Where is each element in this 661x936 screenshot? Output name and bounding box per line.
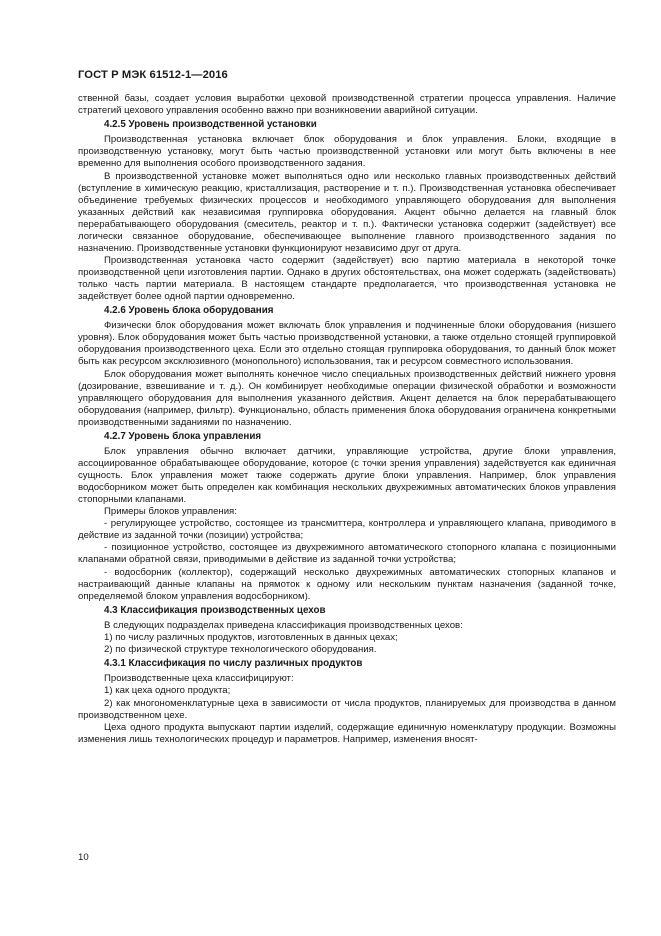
list-item: - позиционное устройство, состоящее из двухрежимного автоматического стопорного клапана с позиционными клапанами обратной связи, приводимыми в действие из заданной точки устройства; [78,542,616,566]
paragraph: Блок управления обычно включает датчики, управляющие устройства, другие блоки управления, ассоциированное обрабатывающее оборудование, которое (с точки зрения управления) задействуется как единичная сущность. Блок управления может также содержать другие блоки управления. Например, блок управления водосборником может быть определен как комбинация нескольких двухрежимных автоматических блоков управления стопорными клапанами. [78,446,616,506]
paragraph: Физически блок оборудования может включать блок управления и подчиненные блоки оборудования (низшего уровня). Блок оборудования может быть частью производственной установки, а также отдельно стоящей группировкой оборудования производственного цеха. Если это отдельно стоящая группировка оборудования, то данный блок может быть как ресурсом эксклюзивного (монопольного) использования, так и ресурсом совместного использования. [78,320,616,368]
document-header: ГОСТ Р МЭК 61512-1—2016 [78,69,228,81]
paragraph: Производственная установка часто содержит (задействует) всю партию материала в некоторой точке производственной цепи изготовления партии. Однако в других обстоятельствах, она может содержать (задействовать) только часть партии материала. В настоящем стандарте предполагается, что производственная установка не задействует более одной партии одновременно. [78,254,616,302]
section-heading: 4.2.5 Уровень производственной установки [104,119,317,131]
list-item: - регулирующее устройство, состоящее из трансмиттера, контроллера и управляющего клапана, приводимого в действие из заданной точки (позиции) устройства; [78,518,616,542]
list-item: - водосборник (коллектор), содержащий несколько двухрежимных автоматических стопорных клапанов и настраивающий данные клапаны на прямоток к одному или нескольким пунктам назначения (заданной точке, определяемой блоком управления водосборником). [78,566,616,602]
paragraph: Примеры блоков управления: [104,506,237,518]
section-heading: 4.3.1 Классификация по числу различных продуктов [104,658,363,670]
page-number: 10 [78,852,89,863]
paragraph: Производственная установка включает блок оборудования и блок управления. Блоки, входящие в производственную установку, могут быть частью производственной установки или могут быть включены в нее временно для выполнения особого производственного задания. [78,134,616,170]
list-item: 2) по физической структуре технологического оборудования. [104,644,377,656]
section-heading: 4.2.6 Уровень блока оборудования [104,305,274,317]
list-item: 2) как многономенклатурные цеха в зависимости от числа продуктов, планируемых для производства в данном производственном цехе. [78,697,616,721]
document-body [78,93,616,746]
section-heading: 4.3 Классификация производственных цехов [104,604,326,616]
paragraph: В производственной установке может выполняться одно или несколько главных производственных действий (вступление в химическую реакцию, кристаллизация, растворение и т. п.). Производственная установка обеспечивает объединение требуемых физических процессов и необходимого управляющего оборудования для выполнения указанных действий как независимая группировка оборудования. Акцент обычно делается на главный блок перерабатывающего оборудования (смеситель, реактор и т. п.). Фактически установка содержит (задействует) все логически связанное оборудование, обеспечивающее выполнение главного производственного задания по назначению. Производственные установки функционируют независимо друг от друга. [78,170,616,254]
paragraph: Производственные цеха классифицируют: [104,673,294,685]
paragraph: Блок оборудования может выполнять конечное число специальных производственных действий нижнего уровня (дозирование, взвешивание и т. д.). Он комбинирует необходимые операции физической обработки и возможности управляющего оборудования для выполнения указанного действия. Акцент делается на блок перерабатывающего оборудования (например, фильтр). Функционально, область применения блока оборудования ограничена конкретными производственными заданиями по назначению. [78,368,616,428]
paragraph: ственной базы, создает условия выработки цеховой производственной стратегии процесса управления. Наличие стратегий цехового управления особенно важно при возникновении аварийной ситуации. [78,93,616,117]
section-heading: 4.2.7 Уровень блока управления [104,430,262,442]
paragraph: Цеха одного продукта выпускают партии изделий, содержащие единичную номенклатуру продукции. Возможны изменения лишь технологических процедур и параметров. Например, изменения вносят- [78,721,616,745]
list-item: 1) по числу различных продуктов, изготовленных в данных цехах; [104,632,398,644]
paragraph: В следующих подразделах приведена классификация производственных цехов: [104,619,463,631]
list-item: 1) как цеха одного продукта; [104,685,231,697]
